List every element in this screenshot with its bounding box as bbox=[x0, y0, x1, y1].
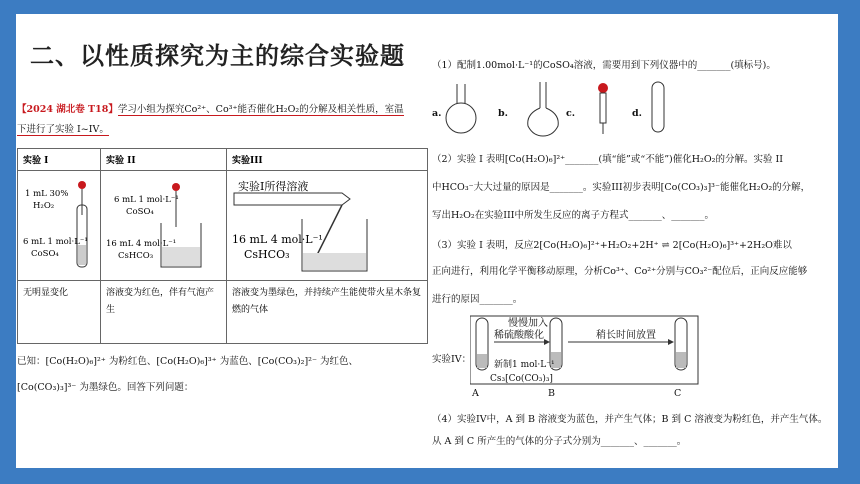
exp2-result: 溶液变为红色，伴有气泡产生 bbox=[101, 281, 227, 344]
option-c: c. bbox=[566, 108, 576, 119]
intro-text-2: 下进行了实验 I~IV。 bbox=[17, 124, 109, 135]
exp1-result: 无明显变化 bbox=[18, 281, 101, 344]
exp4-step1-b: 稀硫酸酸化 bbox=[494, 330, 544, 341]
source-tag: 【2024 湖北卷 T18】 bbox=[17, 104, 118, 115]
question-3-line-3: 进行的原因_______。 bbox=[432, 294, 523, 305]
exp1-reagent-3: 6 mL 1 mol·L⁻¹ bbox=[23, 237, 88, 247]
exp2-diagram-cell bbox=[101, 171, 227, 281]
question-3-line-1: （3）实验 I 表明，反应2[Co(H₂O)₆]²⁺+H₂O₂+2H⁺ ⇌ 2[Co(H₂O)₆]³⁺+2H₂O难以 bbox=[432, 240, 792, 251]
exp4-reagent-2: Cs₃[Co(CO₃)₃] bbox=[490, 374, 553, 384]
exp3-diagram-cell bbox=[227, 171, 428, 281]
exp3-reagent-2: 16 mL 4 mol·L⁻¹ bbox=[232, 233, 323, 246]
option-b: b. bbox=[498, 108, 508, 119]
header-exp2: 实验 II bbox=[101, 149, 227, 171]
exp1-reagent-4: CoSO₄ bbox=[31, 249, 59, 259]
exp3-reagent-1: 实验I所得溶液 bbox=[238, 180, 309, 193]
tube-c-label: C bbox=[674, 388, 682, 399]
exp1-reagent-2: H₂O₂ bbox=[33, 201, 55, 211]
question-1: （1）配制1.00mol·L⁻¹的CoSO₄溶液，需要用到下列仪器中的_______(填标号)。 bbox=[432, 60, 776, 71]
left-border bbox=[0, 0, 16, 484]
intro-line-2 bbox=[17, 124, 109, 136]
question-3-line-2: 正向进行，利用化学平衡移动原理，分析Co³⁺、Co²⁺分别与CO₃²⁻配位后，正向反应能够 bbox=[432, 266, 808, 277]
tube-b-label: B bbox=[548, 388, 555, 399]
right-border bbox=[838, 0, 860, 484]
exp3-reagent-3: CsHCO₃ bbox=[244, 248, 290, 261]
tube-a-label: A bbox=[472, 388, 479, 399]
header-exp1: 实验 I bbox=[18, 149, 101, 171]
bottom-border bbox=[0, 468, 860, 484]
exp2-reagent-1: 6 mL 1 mol·L⁻¹ bbox=[114, 195, 179, 205]
top-border bbox=[0, 0, 860, 14]
exp4-label: 实验IV： bbox=[432, 354, 472, 365]
question-2-line-2: 中HCO₃⁻大大过量的原因是_______。实验III初步表明[Co(CO₃)₃]³⁻能催化H₂O₂的分解， bbox=[432, 182, 811, 193]
exp4-step1-a: 慢慢加入 bbox=[508, 318, 548, 329]
exp3-result: 溶液变为墨绿色，并持续产生能使带火星木条复燃的气体 bbox=[227, 281, 428, 344]
header-exp3: 实验III bbox=[227, 149, 428, 171]
exp2-reagent-4: CsHCO₃ bbox=[118, 251, 154, 261]
slide-title: 二、以性质探究为主的综合实验题 bbox=[30, 42, 405, 70]
exp1-reagent-1: 1 mL 30% bbox=[25, 189, 69, 199]
intro-line-1 bbox=[17, 104, 404, 116]
exp2-reagent-3: 16 mL 4 mol·L⁻¹ bbox=[106, 239, 177, 249]
question-2-line-1: （2）实验 I 表明[Co(H₂O)₆]²⁺_______(填“能”或“不能”)催化H₂O₂的分解。实验 II bbox=[432, 154, 783, 165]
exp4-step2: 稍长时间放置 bbox=[596, 330, 656, 341]
option-d: d. bbox=[632, 108, 642, 119]
option-a: a. bbox=[432, 108, 442, 119]
intro-text-1: 学习小组为探究Co²⁺、Co³⁺能否催化H₂O₂的分解及相关性质，室温 bbox=[117, 104, 404, 115]
question-4-line-2: 从 A 到 C 所产生的气体的分子式分别为_______、_______。 bbox=[432, 436, 687, 447]
exp4-reagent-1: 新制1 mol·L⁻¹ bbox=[494, 360, 555, 370]
exp2-reagent-2: CoSO₄ bbox=[126, 207, 154, 217]
known-line-2: [Co(CO₃)₃]³⁻ 为墨绿色。回答下列问题： bbox=[17, 382, 194, 393]
exp1-diagram-cell bbox=[18, 171, 101, 281]
known-line-1: 已知：[Co(H₂O)₆]²⁺ 为粉红色、[Co(H₂O)₆]³⁺ 为蓝色、[Co(CO₃)₂]²⁻ 为红色、 bbox=[17, 356, 359, 367]
experiment-table bbox=[17, 148, 428, 344]
question-4-line-1: （4）实验IV中，A 到 B 溶液变为蓝色，并产生气体；B 到 C 溶液变为粉红色，并产生气体。 bbox=[432, 414, 828, 425]
question-2-line-3: 写出H₂O₂在实验III中所发生反应的离子方程式_______、_______。 bbox=[432, 210, 714, 221]
